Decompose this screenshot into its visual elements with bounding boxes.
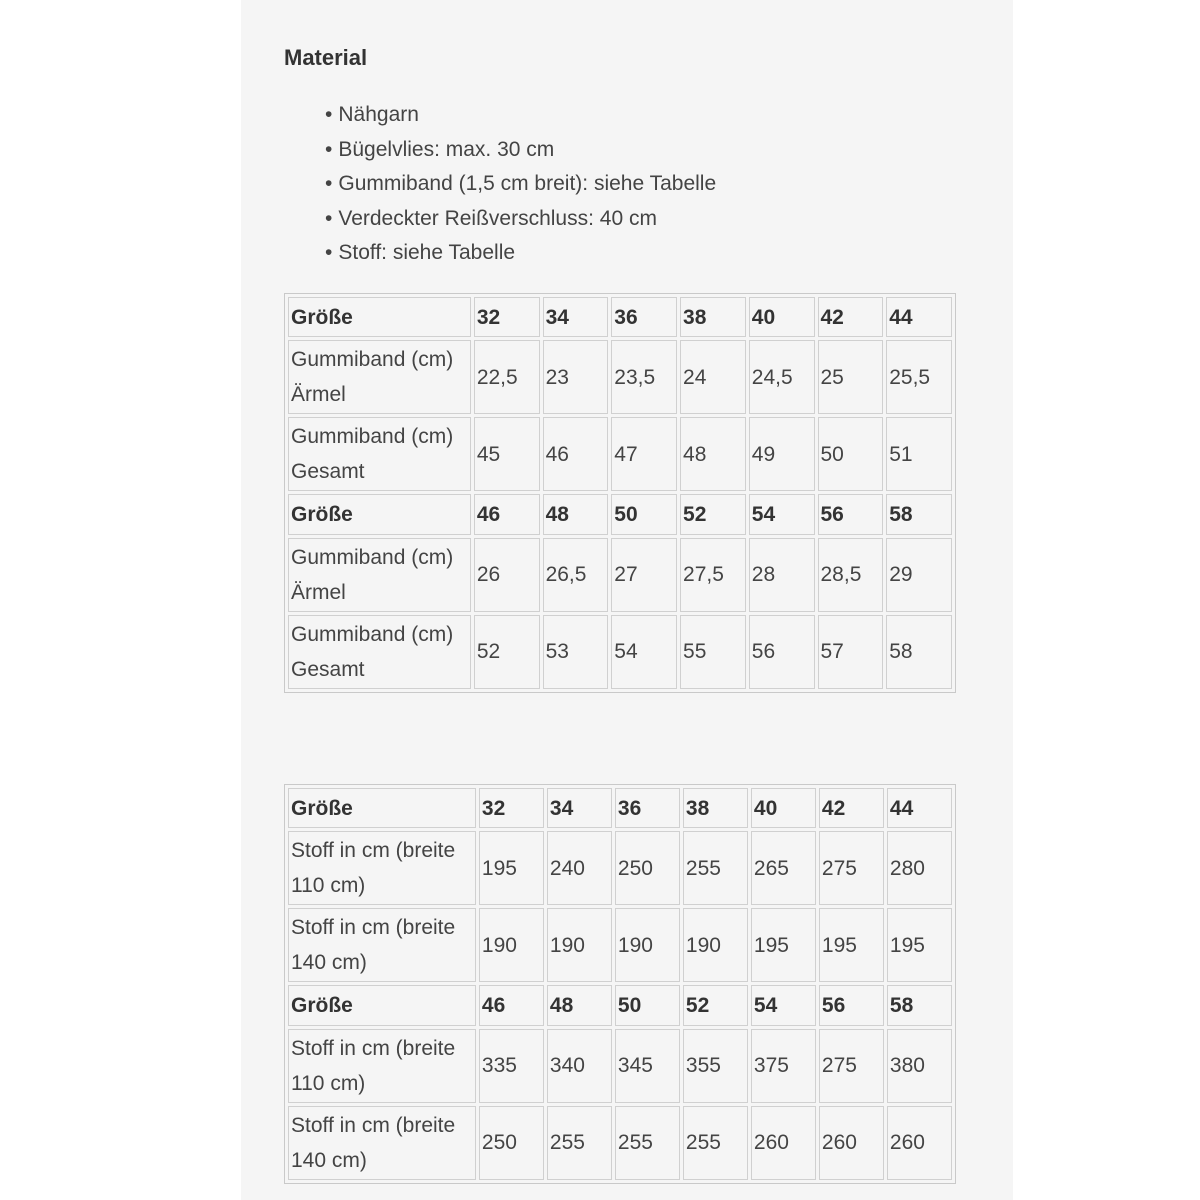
content-panel <box>241 0 1013 1200</box>
table-cell: 27 <box>611 538 677 612</box>
table-row <box>288 538 952 612</box>
table-cell: 56 <box>819 985 884 1025</box>
table-row <box>288 908 952 982</box>
table-cell: 52 <box>683 985 748 1025</box>
table-cell: 22,5 <box>474 340 540 414</box>
table-row <box>288 615 952 689</box>
table-cell: 44 <box>887 788 952 828</box>
table-cell: 50 <box>818 417 884 491</box>
table-cell: 34 <box>543 297 609 337</box>
table-cell: 25 <box>818 340 884 414</box>
row-label-cell: Gummiband (cm) Ärmel <box>288 340 471 414</box>
table-cell: 260 <box>751 1106 816 1180</box>
table-cell: 24 <box>680 340 746 414</box>
table-cell: 380 <box>887 1029 952 1103</box>
table-header-row <box>288 788 952 828</box>
table-cell: 54 <box>749 494 815 534</box>
table-cell: 38 <box>683 788 748 828</box>
table-cell: 335 <box>479 1029 544 1103</box>
table-row <box>288 340 952 414</box>
table-cell: 255 <box>615 1106 680 1180</box>
table-cell: 48 <box>680 417 746 491</box>
table-row <box>288 1106 952 1180</box>
table-cell: 265 <box>751 831 816 905</box>
table-cell: 24,5 <box>749 340 815 414</box>
table-cell: 190 <box>479 908 544 982</box>
table-cell: 255 <box>683 831 748 905</box>
table-header-row <box>288 985 952 1025</box>
table-cell: 375 <box>751 1029 816 1103</box>
table-cell: 36 <box>615 788 680 828</box>
list-item: • Verdeckter Reißverschluss: 40 cm <box>325 202 716 237</box>
table-cell: 255 <box>547 1106 612 1180</box>
table-cell: 26,5 <box>543 538 609 612</box>
table-cell: 29 <box>886 538 952 612</box>
table-row <box>288 417 952 491</box>
table-cell: 56 <box>749 615 815 689</box>
table-cell: 58 <box>886 615 952 689</box>
list-item: • Nähgarn <box>325 98 716 133</box>
table-cell: 25,5 <box>886 340 952 414</box>
table-cell: 38 <box>680 297 746 337</box>
row-label-cell: Stoff in cm (breite 110 cm) <box>288 1029 476 1103</box>
table-cell: 250 <box>479 1106 544 1180</box>
table-cell: 260 <box>887 1106 952 1180</box>
table-header-row <box>288 494 952 534</box>
table-cell: 52 <box>680 494 746 534</box>
row-label-cell: Gummiband (cm) Gesamt <box>288 417 471 491</box>
table-cell: 23 <box>543 340 609 414</box>
table-cell: 50 <box>615 985 680 1025</box>
table-header-row <box>288 297 952 337</box>
table-cell: 42 <box>819 788 884 828</box>
list-item: • Gummiband (1,5 cm breit): siehe Tabelle <box>325 167 716 202</box>
table-cell: 260 <box>819 1106 884 1180</box>
table-cell: 57 <box>818 615 884 689</box>
table-cell: 28,5 <box>818 538 884 612</box>
table-cell: 32 <box>474 297 540 337</box>
table-cell: 275 <box>819 831 884 905</box>
table-cell: 32 <box>479 788 544 828</box>
table-cell: 345 <box>615 1029 680 1103</box>
table-cell: 54 <box>751 985 816 1025</box>
table-cell: 280 <box>887 831 952 905</box>
table-cell: 48 <box>547 985 612 1025</box>
row-label-cell: Stoff in cm (breite 140 cm) <box>288 908 476 982</box>
table-cell: 195 <box>479 831 544 905</box>
table-cell: 23,5 <box>611 340 677 414</box>
row-label-cell: Gummiband (cm) Gesamt <box>288 615 471 689</box>
material-list <box>325 98 716 271</box>
table-cell: 54 <box>611 615 677 689</box>
table-cell: 240 <box>547 831 612 905</box>
row-label-cell: Größe <box>288 297 471 337</box>
row-label-cell: Stoff in cm (breite 110 cm) <box>288 831 476 905</box>
table-cell: 27,5 <box>680 538 746 612</box>
table-cell: 46 <box>543 417 609 491</box>
table-cell: 45 <box>474 417 540 491</box>
table-cell: 51 <box>886 417 952 491</box>
table-cell: 42 <box>818 297 884 337</box>
list-item: • Bügelvlies: max. 30 cm <box>325 133 716 168</box>
table-cell: 55 <box>680 615 746 689</box>
table-cell: 195 <box>887 908 952 982</box>
row-label-cell: Stoff in cm (breite 140 cm) <box>288 1106 476 1180</box>
table-cell: 58 <box>887 985 952 1025</box>
table-cell: 40 <box>751 788 816 828</box>
table-cell: 190 <box>683 908 748 982</box>
row-label-cell: Größe <box>288 788 476 828</box>
stoff-table <box>284 784 956 1184</box>
table-cell: 190 <box>615 908 680 982</box>
table-cell: 53 <box>543 615 609 689</box>
table-row <box>288 1029 952 1103</box>
table-cell: 340 <box>547 1029 612 1103</box>
material-heading: Material <box>284 45 368 70</box>
row-label-cell: Größe <box>288 494 471 534</box>
table-cell: 275 <box>819 1029 884 1103</box>
table-cell: 52 <box>474 615 540 689</box>
table-row <box>288 831 952 905</box>
table-cell: 34 <box>547 788 612 828</box>
row-label-cell: Gummiband (cm) Ärmel <box>288 538 471 612</box>
table-cell: 40 <box>749 297 815 337</box>
table-cell: 36 <box>611 297 677 337</box>
table-cell: 355 <box>683 1029 748 1103</box>
table-cell: 26 <box>474 538 540 612</box>
table-cell: 195 <box>819 908 884 982</box>
table-cell: 28 <box>749 538 815 612</box>
row-label-cell: Größe <box>288 985 476 1025</box>
table-cell: 255 <box>683 1106 748 1180</box>
table-cell: 190 <box>547 908 612 982</box>
list-item: • Stoff: siehe Tabelle <box>325 236 716 271</box>
table-cell: 58 <box>886 494 952 534</box>
table-cell: 50 <box>611 494 677 534</box>
table-cell: 46 <box>474 494 540 534</box>
table-cell: 195 <box>751 908 816 982</box>
table-cell: 250 <box>615 831 680 905</box>
gummiband-table <box>284 293 956 693</box>
table-cell: 47 <box>611 417 677 491</box>
table-cell: 48 <box>543 494 609 534</box>
table-cell: 49 <box>749 417 815 491</box>
table-cell: 44 <box>886 297 952 337</box>
table-cell: 56 <box>818 494 884 534</box>
table-cell: 46 <box>479 985 544 1025</box>
